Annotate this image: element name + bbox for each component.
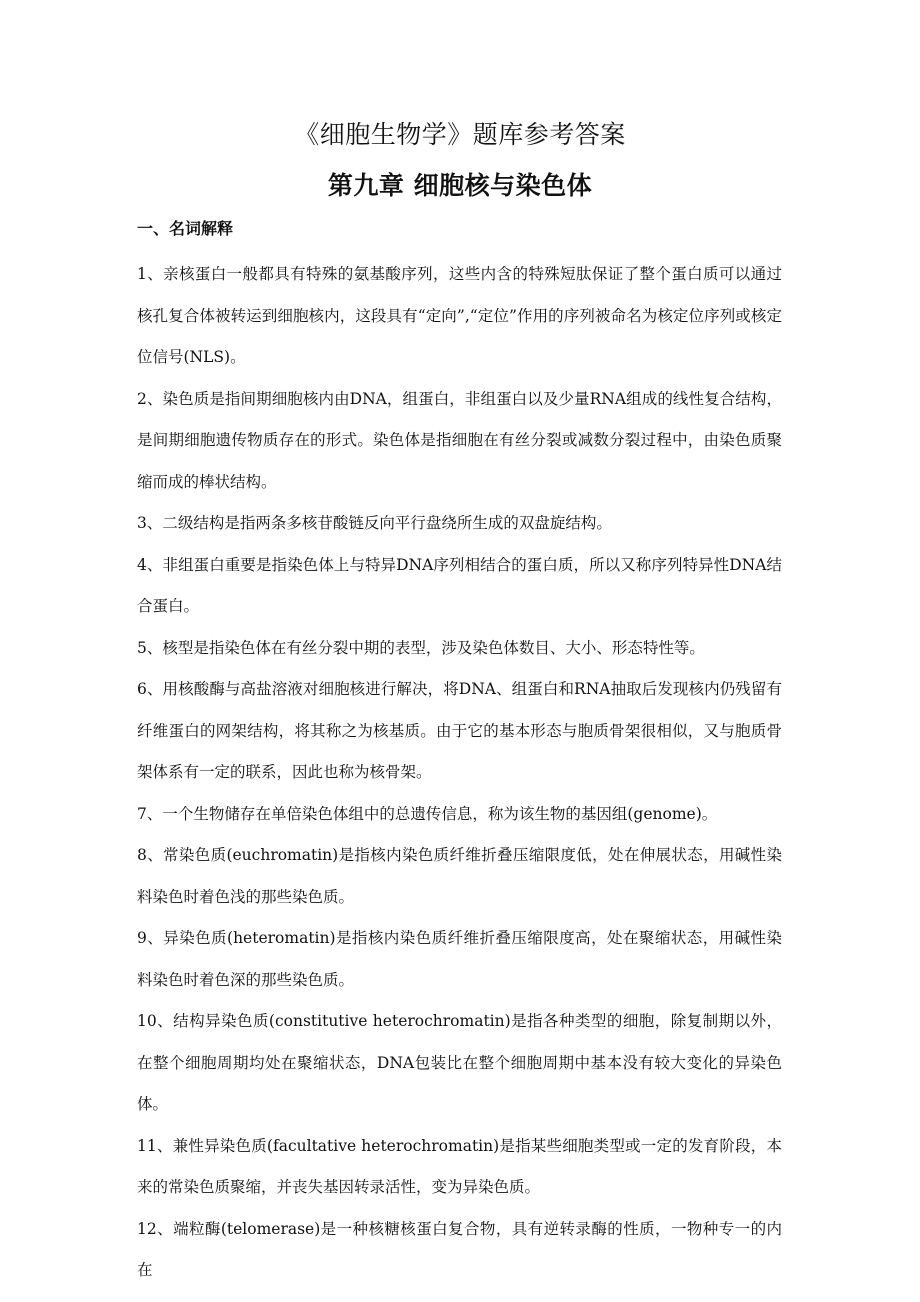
definition-entry-5: 5、核型是指染色体在有丝分裂中期的表型，涉及染色体数目、大小、形态特性等。 <box>137 638 705 657</box>
definition-entry-8: 8、常染色质(euchromatin)是指核内染色质纤维折叠压缩限度低，处在伸展状态，用碱性染料染色时着色浅的那些染色质。 <box>137 846 782 906</box>
document-title: 《细胞生物学》题库参考答案 <box>294 120 626 149</box>
definition-entry-11: 11、兼性异染色质(facultative heterochromatin)是指某些细胞类型或一定的发育阶段，本来的常染色质聚缩，并丧失基因转录活性，变为异染色质。 <box>137 1136 782 1196</box>
definition-entry-6: 6、用核酸酶与高盐溶液对细胞核进行解决，将DNA、组蛋白和RNA抽取后发现核内仍残留有纤维蛋白的网架结构，将其称之为核基质。由于它的基本形态与胞质骨架很相似，又与胞质骨架体系有一定的联系，因此也称为核骨架。 <box>137 680 782 781</box>
definition-entry-4: 4、非组蛋白重要是指染色体上与特异DNA序列相结合的蛋白质，所以又称序列特异性DNA结合蛋白。 <box>137 555 782 615</box>
definition-list <box>137 254 782 1292</box>
definition-entry-12: 12、端粒酶(telomerase)是一种核糖核蛋白复合物，具有逆转录酶的性质，一物种专一的内在 <box>137 1219 782 1279</box>
definition-entry-7: 7、一个生物储存在单倍染色体组中的总遗传信息，称为该生物的基因组(genome)。 <box>137 804 718 823</box>
definition-entry-2: 2、染色质是指间期细胞核内由DNA，组蛋白，非组蛋白以及少量RNA组成的线性复合结构，是间期细胞遗传物质存在的形式。染色体是指细胞在有丝分裂或减数分裂过程中，由染色质聚缩而成的棒状结构。 <box>137 389 782 491</box>
definition-entry-1: 1、亲核蛋白一般都具有特殊的氨基酸序列，这些内含的特殊短肽保证了整个蛋白质可以通过核孔复合体被转运到细胞核内，这段具有“定向”,“定位”作用的序列被命名为核定位序列或核定位信号(NLS)。 <box>137 265 782 366</box>
section-heading: 一、名词解释 <box>137 219 234 238</box>
definition-entry-10: 10、结构异染色质(constitutive heterochromatin)是指各种类型的细胞，除复制期以外，在整个细胞周期均处在聚缩状态，DNA包装比在整个细胞周期中基本没有较大变化的异染色体。 <box>137 1012 782 1113</box>
chapter-title: 第九章 细胞核与染色体 <box>327 171 593 200</box>
definition-entry-9: 9、异染色质(heteromatin)是指核内染色质纤维折叠压缩限度高，处在聚缩状态，用碱性染料染色时着色深的那些染色质。 <box>137 929 782 989</box>
definition-entry-3: 3、二级结构是指两条多核苷酸链反向平行盘绕所生成的双盘旋结构。 <box>137 514 612 532</box>
